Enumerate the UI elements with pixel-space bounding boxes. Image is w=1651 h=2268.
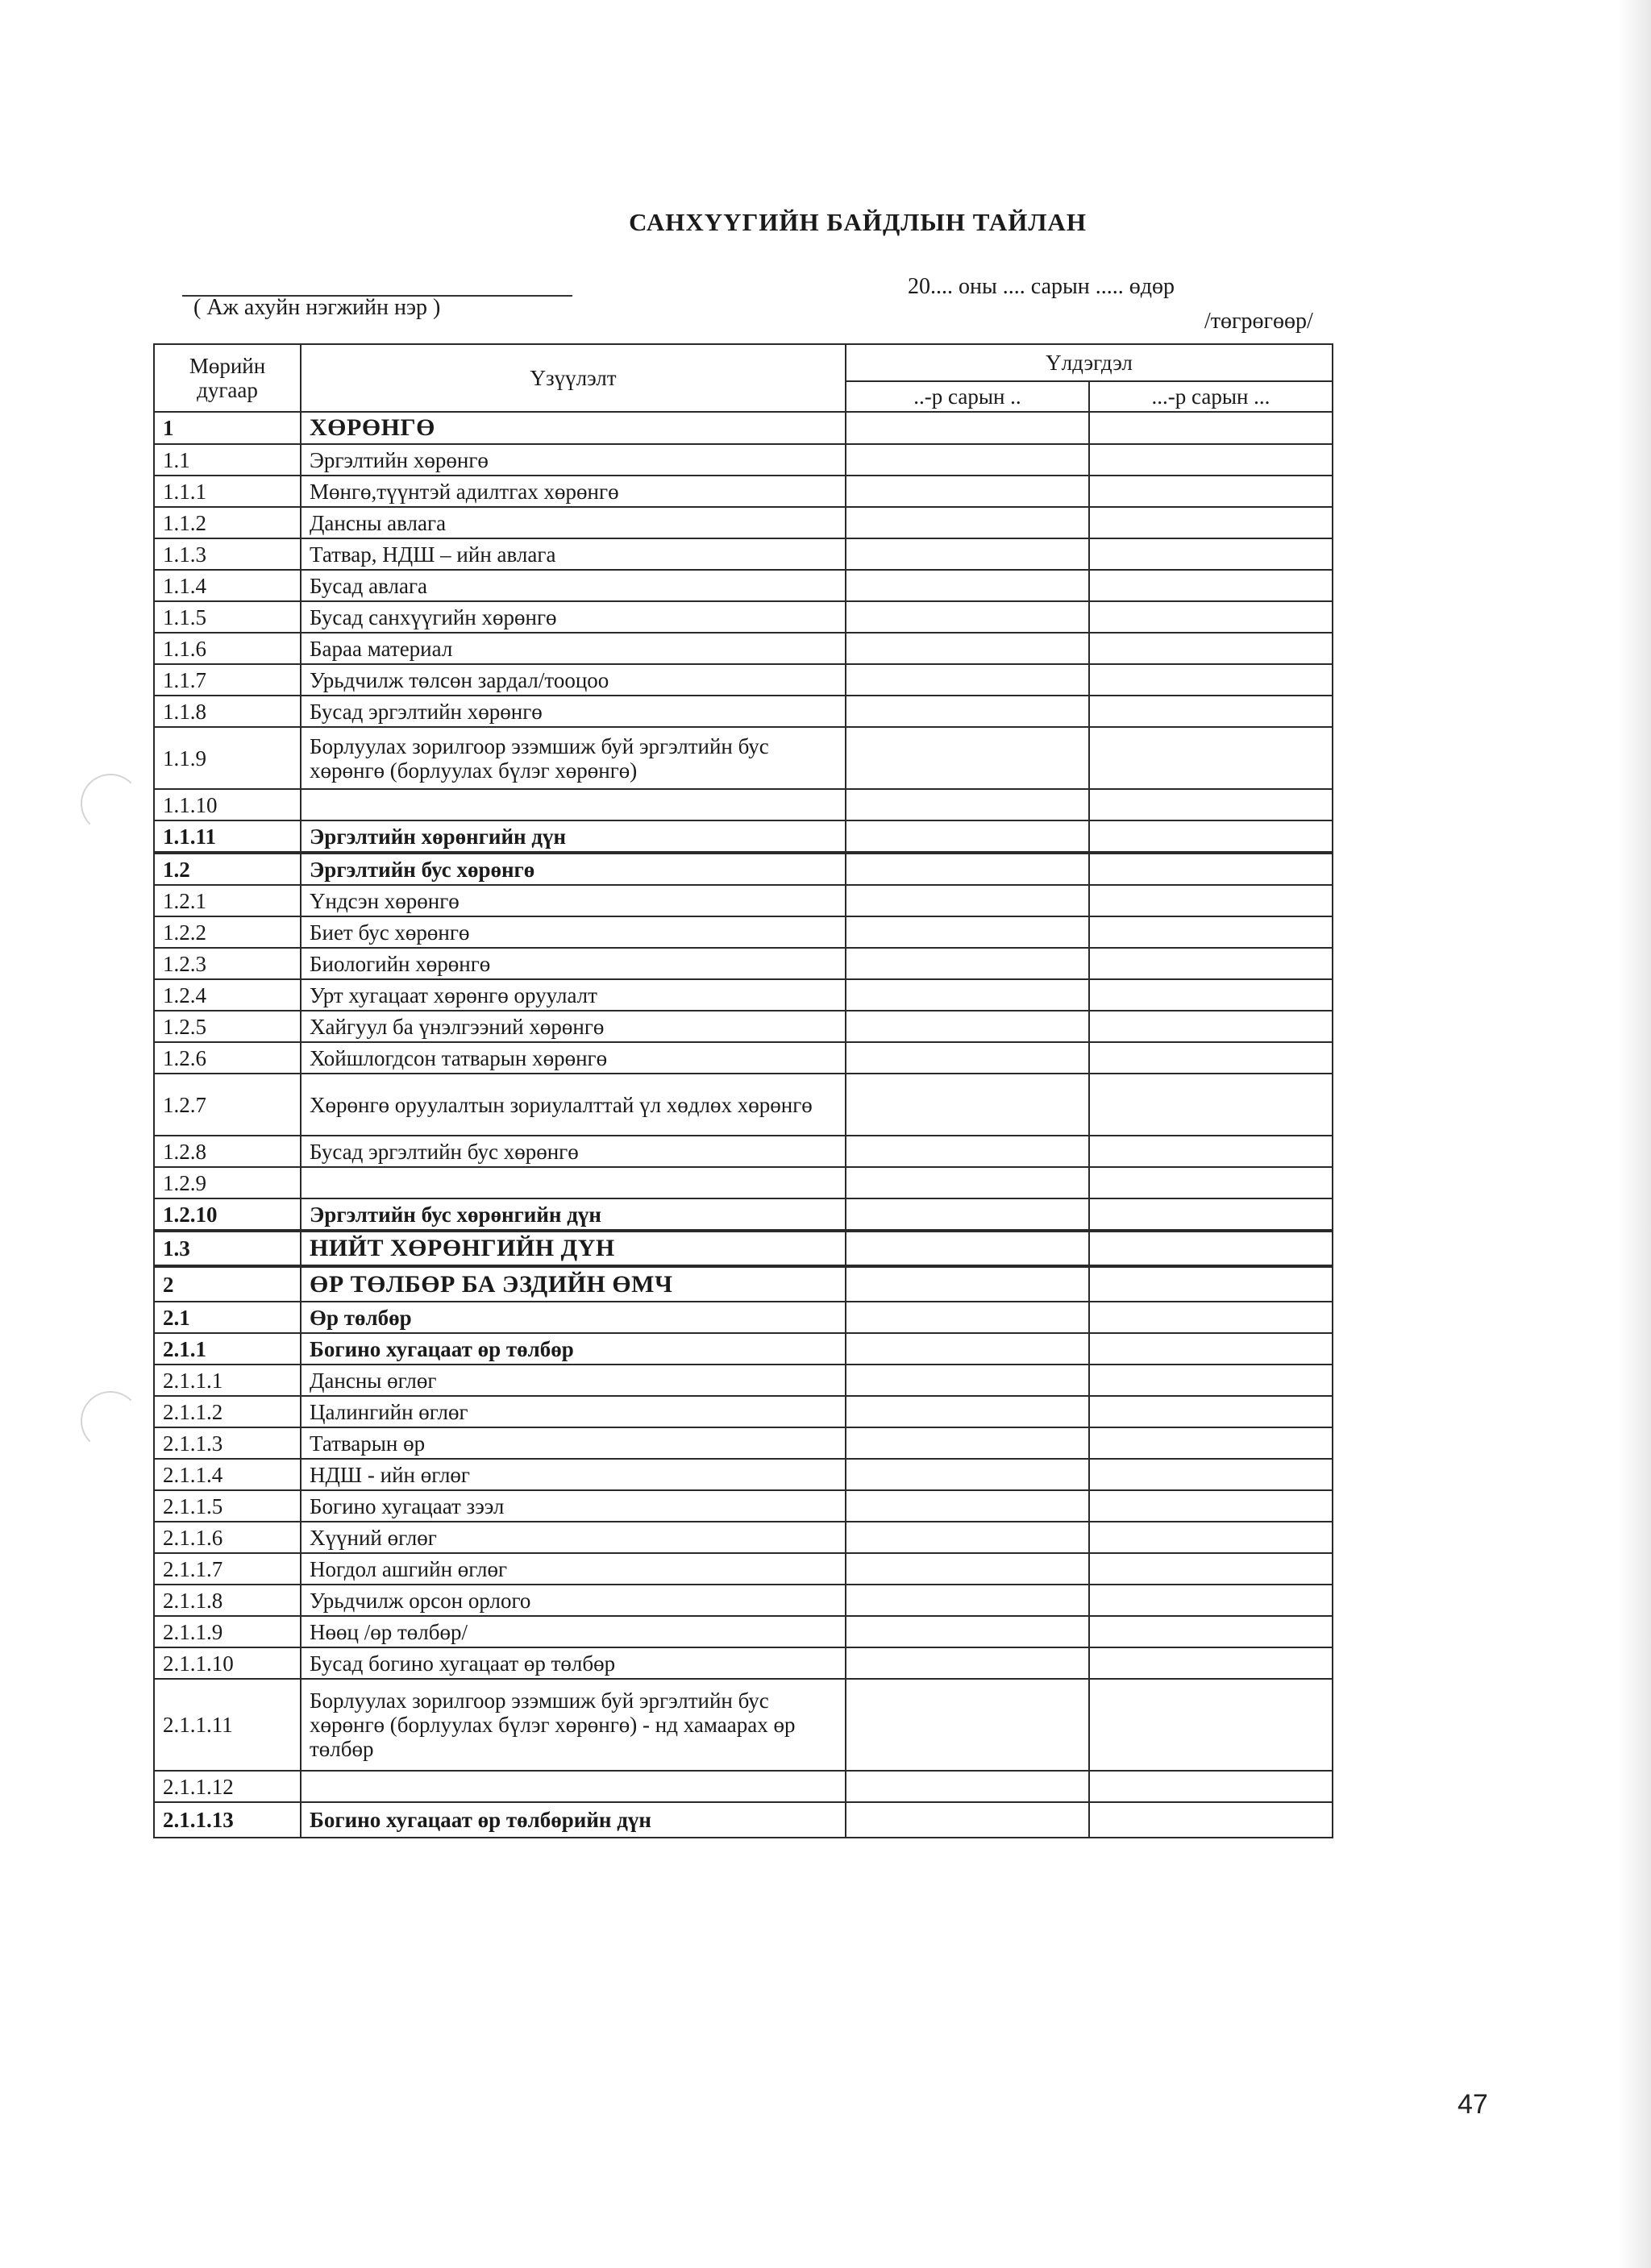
row-number-cell: 1.1.11 bbox=[154, 820, 301, 853]
table-row bbox=[154, 601, 1333, 633]
row-number-cell: 1.2.7 bbox=[154, 1074, 301, 1136]
indicator-cell: Эргэлтийн хөрөнгийн дүн bbox=[301, 820, 846, 853]
balance-period-1-cell bbox=[846, 1042, 1089, 1074]
table-row bbox=[154, 444, 1333, 476]
balance-period-2-cell bbox=[1089, 1585, 1333, 1616]
header-period-1: ..-р сарын .. bbox=[846, 381, 1089, 412]
table-row bbox=[154, 664, 1333, 696]
indicator-cell: Урьдчилж төлсөн зардал/тооцоо bbox=[301, 664, 846, 696]
row-number-cell: 2 bbox=[154, 1266, 301, 1302]
balance-period-2-cell bbox=[1089, 1522, 1333, 1553]
scan-page-edge bbox=[1619, 0, 1651, 2268]
indicator-cell: Татвар, НДШ – ийн авлага bbox=[301, 538, 846, 570]
table-row bbox=[154, 1042, 1333, 1074]
indicator-cell bbox=[301, 1771, 846, 1802]
row-number-cell: 1.1.2 bbox=[154, 507, 301, 538]
table-row bbox=[154, 916, 1333, 948]
table-row bbox=[154, 696, 1333, 727]
balance-period-2-cell bbox=[1089, 444, 1333, 476]
row-number-cell: 2.1.1.11 bbox=[154, 1679, 301, 1771]
indicator-cell: Богино хугацаат зээл bbox=[301, 1490, 846, 1522]
indicator-cell bbox=[301, 789, 846, 820]
balance-period-1-cell bbox=[846, 979, 1089, 1011]
balance-period-1-cell bbox=[846, 1771, 1089, 1802]
row-number-cell: 1.2.1 bbox=[154, 885, 301, 916]
balance-period-1-cell bbox=[846, 948, 1089, 979]
balance-period-2-cell bbox=[1089, 1333, 1333, 1365]
indicator-cell: Үндсэн хөрөнгө bbox=[301, 885, 846, 916]
indicator-cell: Дансны өглөг bbox=[301, 1365, 846, 1396]
table-row bbox=[154, 476, 1333, 507]
balance-period-2-cell bbox=[1089, 570, 1333, 601]
balance-period-2-cell bbox=[1089, 885, 1333, 916]
balance-period-1-cell bbox=[846, 1074, 1089, 1136]
balance-period-1-cell bbox=[846, 1553, 1089, 1585]
table-row bbox=[154, 1771, 1333, 1802]
balance-period-2-cell bbox=[1089, 1266, 1333, 1302]
balance-period-1-cell bbox=[846, 885, 1089, 916]
indicator-cell: Бусад санхүүгийн хөрөнгө bbox=[301, 601, 846, 633]
balance-period-1-cell bbox=[846, 1011, 1089, 1042]
balance-period-2-cell bbox=[1089, 1616, 1333, 1647]
header-balance: Үлдэгдэл bbox=[846, 344, 1333, 381]
row-number-cell: 2.1.1.10 bbox=[154, 1647, 301, 1679]
balance-period-2-cell bbox=[1089, 1231, 1333, 1266]
indicator-cell: Эргэлтийн бус хөрөнгө bbox=[301, 853, 846, 885]
balance-period-2-cell bbox=[1089, 1396, 1333, 1427]
balance-period-2-cell bbox=[1089, 507, 1333, 538]
table-row bbox=[154, 412, 1333, 444]
table-row bbox=[154, 1136, 1333, 1167]
balance-period-2-cell bbox=[1089, 948, 1333, 979]
indicator-cell: Татварын өр bbox=[301, 1427, 846, 1459]
balance-period-1-cell bbox=[846, 1266, 1089, 1302]
balance-period-1-cell bbox=[846, 507, 1089, 538]
balance-period-1-cell bbox=[846, 1616, 1089, 1647]
balance-period-1-cell bbox=[846, 601, 1089, 633]
table-row bbox=[154, 948, 1333, 979]
indicator-cell: Богино хугацаат өр төлбөр bbox=[301, 1333, 846, 1365]
row-number-cell: 1.2 bbox=[154, 853, 301, 885]
row-number-cell: 1.1.8 bbox=[154, 696, 301, 727]
balance-period-2-cell bbox=[1089, 1011, 1333, 1042]
row-number-cell: 2.1.1.4 bbox=[154, 1459, 301, 1490]
table-row bbox=[154, 1522, 1333, 1553]
balance-period-1-cell bbox=[846, 664, 1089, 696]
balance-period-1-cell bbox=[846, 789, 1089, 820]
table-row bbox=[154, 507, 1333, 538]
table-row bbox=[154, 1427, 1333, 1459]
document-title: САНХҮҮГИЙН БАЙДЛЫН ТАЙЛАН bbox=[629, 208, 1087, 236]
table-row bbox=[154, 633, 1333, 664]
balance-period-1-cell bbox=[846, 1365, 1089, 1396]
balance-period-1-cell bbox=[846, 1427, 1089, 1459]
balance-period-2-cell bbox=[1089, 979, 1333, 1011]
row-number-cell: 2.1.1.8 bbox=[154, 1585, 301, 1616]
balance-period-2-cell bbox=[1089, 1679, 1333, 1771]
punch-hole-mark bbox=[81, 1391, 140, 1451]
balance-period-2-cell bbox=[1089, 633, 1333, 664]
row-number-cell: 1.1.9 bbox=[154, 727, 301, 789]
balance-period-1-cell bbox=[846, 1459, 1089, 1490]
balance-period-2-cell bbox=[1089, 1553, 1333, 1585]
balance-period-1-cell bbox=[846, 1167, 1089, 1198]
indicator-cell: Хайгуул ба үнэлгээний хөрөнгө bbox=[301, 1011, 846, 1042]
indicator-cell: Хөрөнгө оруулалтын зориулалттай үл хөдлөх хөрөнгө bbox=[301, 1074, 846, 1136]
balance-period-2-cell bbox=[1089, 696, 1333, 727]
table-row bbox=[154, 1011, 1333, 1042]
balance-period-2-cell bbox=[1089, 1490, 1333, 1522]
balance-period-2-cell bbox=[1089, 1427, 1333, 1459]
indicator-cell: Бараа материал bbox=[301, 633, 846, 664]
table-row bbox=[154, 1679, 1333, 1771]
balance-period-2-cell bbox=[1089, 664, 1333, 696]
balance-period-2-cell bbox=[1089, 1074, 1333, 1136]
row-number-cell: 1.2.10 bbox=[154, 1198, 301, 1231]
report-date: 20.... оны .... сарын ..... өдөр bbox=[908, 274, 1175, 299]
table-row bbox=[154, 1231, 1333, 1266]
balance-period-1-cell bbox=[846, 570, 1089, 601]
balance-period-2-cell bbox=[1089, 476, 1333, 507]
balance-period-2-cell bbox=[1089, 1647, 1333, 1679]
balance-period-2-cell bbox=[1089, 727, 1333, 789]
table-body bbox=[154, 412, 1333, 1838]
indicator-cell: Бусад богино хугацаат өр төлбөр bbox=[301, 1647, 846, 1679]
indicator-cell: Нөөц /өр төлбөр/ bbox=[301, 1616, 846, 1647]
indicator-cell: Урьдчилж орсон орлого bbox=[301, 1585, 846, 1616]
entity-name-caption: ( Аж ахуйн нэгжийн нэр ) bbox=[193, 295, 441, 320]
row-number-cell: 2.1.1.3 bbox=[154, 1427, 301, 1459]
table-row bbox=[154, 538, 1333, 570]
balance-period-2-cell bbox=[1089, 1198, 1333, 1231]
balance-period-1-cell bbox=[846, 1198, 1089, 1231]
balance-period-1-cell bbox=[846, 1679, 1089, 1771]
row-number-cell: 1.2.8 bbox=[154, 1136, 301, 1167]
table-row bbox=[154, 885, 1333, 916]
row-number-cell: 1.2.9 bbox=[154, 1167, 301, 1198]
table-row bbox=[154, 1074, 1333, 1136]
row-number-cell: 1.1 bbox=[154, 444, 301, 476]
indicator-cell: Дансны авлага bbox=[301, 507, 846, 538]
row-number-cell: 1.1.6 bbox=[154, 633, 301, 664]
indicator-cell: Борлуулах зорилгоор эзэмшиж буй эргэлтийн бус хөрөнгө (борлуулах бүлэг хөрөнгө) - нд хамаарах өр төлбөр bbox=[301, 1679, 846, 1771]
balance-period-2-cell bbox=[1089, 916, 1333, 948]
balance-period-2-cell bbox=[1089, 1302, 1333, 1333]
balance-period-2-cell bbox=[1089, 538, 1333, 570]
balance-period-2-cell bbox=[1089, 1136, 1333, 1167]
row-number-cell: 2.1.1 bbox=[154, 1333, 301, 1365]
indicator-cell: Хойшлогдсон татварын хөрөнгө bbox=[301, 1042, 846, 1074]
balance-period-2-cell bbox=[1089, 601, 1333, 633]
indicator-cell: Бусад авлага bbox=[301, 570, 846, 601]
balance-period-2-cell bbox=[1089, 1459, 1333, 1490]
table-row bbox=[154, 1585, 1333, 1616]
table-row bbox=[154, 1302, 1333, 1333]
indicator-cell: Ногдол ашгийн өглөг bbox=[301, 1553, 846, 1585]
row-number-cell: 1.1.10 bbox=[154, 789, 301, 820]
row-number-cell: 1.2.4 bbox=[154, 979, 301, 1011]
row-number-cell: 2.1.1.9 bbox=[154, 1616, 301, 1647]
indicator-cell: ӨР ТӨЛБӨР БА ЭЗДИЙН ӨМЧ bbox=[301, 1266, 846, 1302]
balance-period-1-cell bbox=[846, 1802, 1089, 1838]
balance-period-1-cell bbox=[846, 820, 1089, 853]
row-number-cell: 2.1.1.2 bbox=[154, 1396, 301, 1427]
balance-period-1-cell bbox=[846, 476, 1089, 507]
balance-period-1-cell bbox=[846, 444, 1089, 476]
table-row bbox=[154, 1459, 1333, 1490]
table-row bbox=[154, 820, 1333, 853]
row-number-cell: 2.1.1.13 bbox=[154, 1802, 301, 1838]
header-indicator: Үзүүлэлт bbox=[301, 344, 846, 412]
table-row bbox=[154, 1647, 1333, 1679]
balance-period-2-cell bbox=[1089, 789, 1333, 820]
balance-period-2-cell bbox=[1089, 1365, 1333, 1396]
indicator-cell: Эргэлтийн бус хөрөнгийн дүн bbox=[301, 1198, 846, 1231]
indicator-cell: НИЙТ ХӨРӨНГИЙН ДҮН bbox=[301, 1231, 846, 1266]
row-number-cell: 2.1.1.7 bbox=[154, 1553, 301, 1585]
row-number-cell: 1.2.6 bbox=[154, 1042, 301, 1074]
balance-period-1-cell bbox=[846, 916, 1089, 948]
balance-period-1-cell bbox=[846, 696, 1089, 727]
header-row-number: Мөрийн дугаар bbox=[154, 344, 301, 412]
indicator-cell: Биологийн хөрөнгө bbox=[301, 948, 846, 979]
table-row bbox=[154, 979, 1333, 1011]
table-header bbox=[154, 344, 1333, 412]
balance-period-1-cell bbox=[846, 1231, 1089, 1266]
table-row bbox=[154, 1365, 1333, 1396]
punch-hole-mark bbox=[81, 774, 140, 833]
table-row bbox=[154, 1198, 1333, 1231]
balance-period-2-cell bbox=[1089, 1042, 1333, 1074]
table-row bbox=[154, 1616, 1333, 1647]
indicator-cell: Биет бус хөрөнгө bbox=[301, 916, 846, 948]
indicator-cell: Борлуулах зорилгоор эзэмшиж буй эргэлтийн бус хөрөнгө (борлуулах бүлэг хөрөнгө) bbox=[301, 727, 846, 789]
balance-period-2-cell bbox=[1089, 1771, 1333, 1802]
row-number-cell: 1.1.7 bbox=[154, 664, 301, 696]
row-number-cell: 1.1.4 bbox=[154, 570, 301, 601]
table-row bbox=[154, 1802, 1333, 1838]
balance-period-1-cell bbox=[846, 633, 1089, 664]
indicator-cell bbox=[301, 1167, 846, 1198]
table-row bbox=[154, 789, 1333, 820]
balance-period-1-cell bbox=[846, 1522, 1089, 1553]
balance-period-2-cell bbox=[1089, 1167, 1333, 1198]
indicator-cell: Урт хугацаат хөрөнгө оруулалт bbox=[301, 979, 846, 1011]
row-number-cell: 1.2.2 bbox=[154, 916, 301, 948]
indicator-cell: Өр төлбөр bbox=[301, 1302, 846, 1333]
currency-note: /төгрөгөөр/ bbox=[1204, 309, 1313, 334]
row-number-cell: 2.1.1.12 bbox=[154, 1771, 301, 1802]
row-number-cell: 2.1.1.6 bbox=[154, 1522, 301, 1553]
indicator-cell: ХӨРӨНГӨ bbox=[301, 412, 846, 444]
row-number-cell: 2.1.1.1 bbox=[154, 1365, 301, 1396]
balance-period-1-cell bbox=[846, 1136, 1089, 1167]
balance-period-1-cell bbox=[846, 1333, 1089, 1365]
page-number: 47 bbox=[1458, 2089, 1488, 2120]
table-row bbox=[154, 727, 1333, 789]
balance-period-1-cell bbox=[846, 853, 1089, 885]
balance-period-1-cell bbox=[846, 538, 1089, 570]
row-number-cell: 2.1.1.5 bbox=[154, 1490, 301, 1522]
row-number-cell: 1.1.1 bbox=[154, 476, 301, 507]
table-row bbox=[154, 1167, 1333, 1198]
row-number-cell: 1.2.5 bbox=[154, 1011, 301, 1042]
table-row bbox=[154, 853, 1333, 885]
balance-period-1-cell bbox=[846, 727, 1089, 789]
indicator-cell: Цалингийн өглөг bbox=[301, 1396, 846, 1427]
indicator-cell: НДШ - ийн өглөг bbox=[301, 1459, 846, 1490]
balance-period-1-cell bbox=[846, 1302, 1089, 1333]
header-period-2: ...-р сарын ... bbox=[1089, 381, 1333, 412]
indicator-cell: Богино хугацаат өр төлбөрийн дүн bbox=[301, 1802, 846, 1838]
table-row bbox=[154, 1553, 1333, 1585]
table-row bbox=[154, 1490, 1333, 1522]
row-number-cell: 1.1.3 bbox=[154, 538, 301, 570]
indicator-cell: Эргэлтийн хөрөнгө bbox=[301, 444, 846, 476]
row-number-cell: 2.1 bbox=[154, 1302, 301, 1333]
table-row bbox=[154, 1266, 1333, 1302]
row-number-cell: 1 bbox=[154, 412, 301, 444]
balance-period-1-cell bbox=[846, 1490, 1089, 1522]
balance-period-1-cell bbox=[846, 1647, 1089, 1679]
balance-period-2-cell bbox=[1089, 412, 1333, 444]
balance-period-1-cell bbox=[846, 1396, 1089, 1427]
balance-period-2-cell bbox=[1089, 853, 1333, 885]
row-number-cell: 1.2.3 bbox=[154, 948, 301, 979]
table-row bbox=[154, 570, 1333, 601]
table-row bbox=[154, 1333, 1333, 1365]
table-row bbox=[154, 1396, 1333, 1427]
balance-sheet-table bbox=[153, 343, 1333, 1838]
indicator-cell: Бусад эргэлтийн бус хөрөнгө bbox=[301, 1136, 846, 1167]
row-number-cell: 1.1.5 bbox=[154, 601, 301, 633]
row-number-cell: 1.3 bbox=[154, 1231, 301, 1266]
balance-period-2-cell bbox=[1089, 820, 1333, 853]
indicator-cell: Бусад эргэлтийн хөрөнгө bbox=[301, 696, 846, 727]
balance-period-2-cell bbox=[1089, 1802, 1333, 1838]
indicator-cell: Мөнгө,түүнтэй адилтгах хөрөнгө bbox=[301, 476, 846, 507]
indicator-cell: Хүүний өглөг bbox=[301, 1522, 846, 1553]
balance-period-1-cell bbox=[846, 412, 1089, 444]
balance-period-1-cell bbox=[846, 1585, 1089, 1616]
